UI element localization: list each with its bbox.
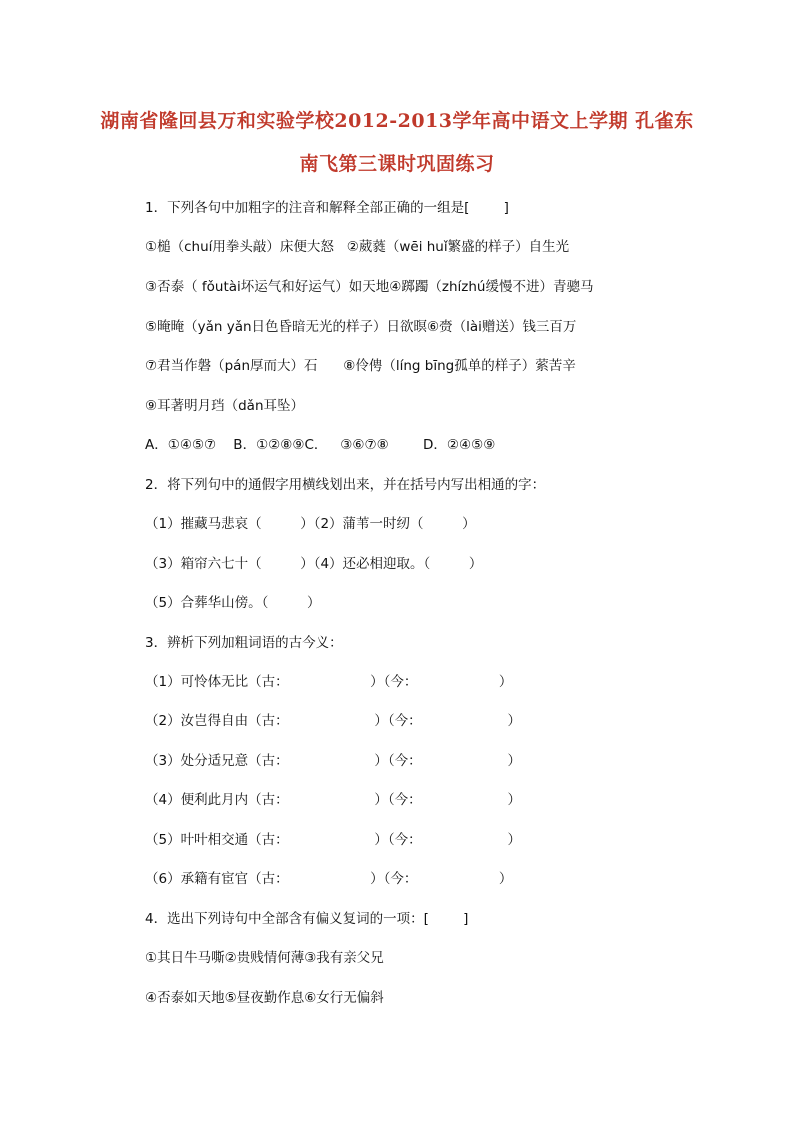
question-3-stem: 3．辨析下列加粗词语的古今义：	[145, 635, 343, 651]
question-3-item-4: （4）便利此月内（古： ）（今： ）	[145, 792, 521, 808]
question-1-stem: 1．下列各句中加粗字的注音和解释全部正确的一组是[ ]	[145, 200, 509, 216]
document-title-line-1: 湖南省隆回县万和实验学校2012-2013学年高中语文上学期 孔雀东	[100, 110, 694, 132]
question-2-item-5: （5）合葬华山傍。（ ）	[145, 595, 321, 611]
question-4-item-1-3: ①其日牛马嘶②贵贱情何薄③我有亲父兄	[145, 950, 384, 966]
question-1-item-7-8: ⑦君当作磐（pán厚而大）石 ⑧伶俜（líng bīng孤单的样子）萦苦辛	[145, 358, 576, 374]
question-4-item-4-6: ④否泰如天地⑤昼夜勤作息⑥女行无偏斜	[145, 990, 384, 1006]
question-2-item-1-2: （1）摧藏马悲哀（ ）（2）蒲苇一时纫（ ）	[145, 516, 476, 532]
question-4-stem: 4．选出下列诗句中全部含有偏义复词的一项：[ ]	[145, 911, 469, 927]
question-2-stem: 2．将下列句中的通假字用横线划出来，并在括号内写出相通的字：	[145, 477, 546, 493]
document-title-line-2: 南飞第三课时巩固练习	[299, 153, 495, 175]
question-3-item-3: （3）处分适兄意（古： ）（今： ）	[145, 753, 521, 769]
question-1-item-5-6: ⑤晻晻（yǎn yǎn日色昏暗无光的样子）日欲暝⑥赍（lài赠送）钱三百万	[145, 319, 577, 335]
question-3-item-2: （2）汝岂得自由（古： ）（今： ）	[145, 713, 521, 729]
question-1-item-3-4: ③否泰（ fǒutài坏运气和好运气）如天地④踯躅（zhízhú缓慢不进）青骢马	[145, 279, 594, 295]
question-1-options: A．①④⑤⑦ B．①②⑧⑨C． ③⑥⑦⑧ D．②④⑤⑨	[145, 437, 496, 453]
question-1-item-1-2: ①槌（chuí用拳头敲）床便大怒 ②葳蕤（wēi huǐ繁盛的样子）自生光	[145, 239, 570, 255]
question-1-item-9: ⑨耳著明月珰（dǎn耳坠）	[145, 398, 305, 414]
question-3-item-1: （1）可怜体无比（古： ）（今： ）	[145, 674, 513, 690]
question-2-item-3-4: （3）箱帘六七十（ ）（4）还必相迎取。（ ）	[145, 556, 483, 572]
question-3-item-5: （5）叶叶相交通（古： ）（今： ）	[145, 832, 521, 848]
question-3-item-6: （6）承籍有宦官（古： ）（今： ）	[145, 871, 513, 887]
